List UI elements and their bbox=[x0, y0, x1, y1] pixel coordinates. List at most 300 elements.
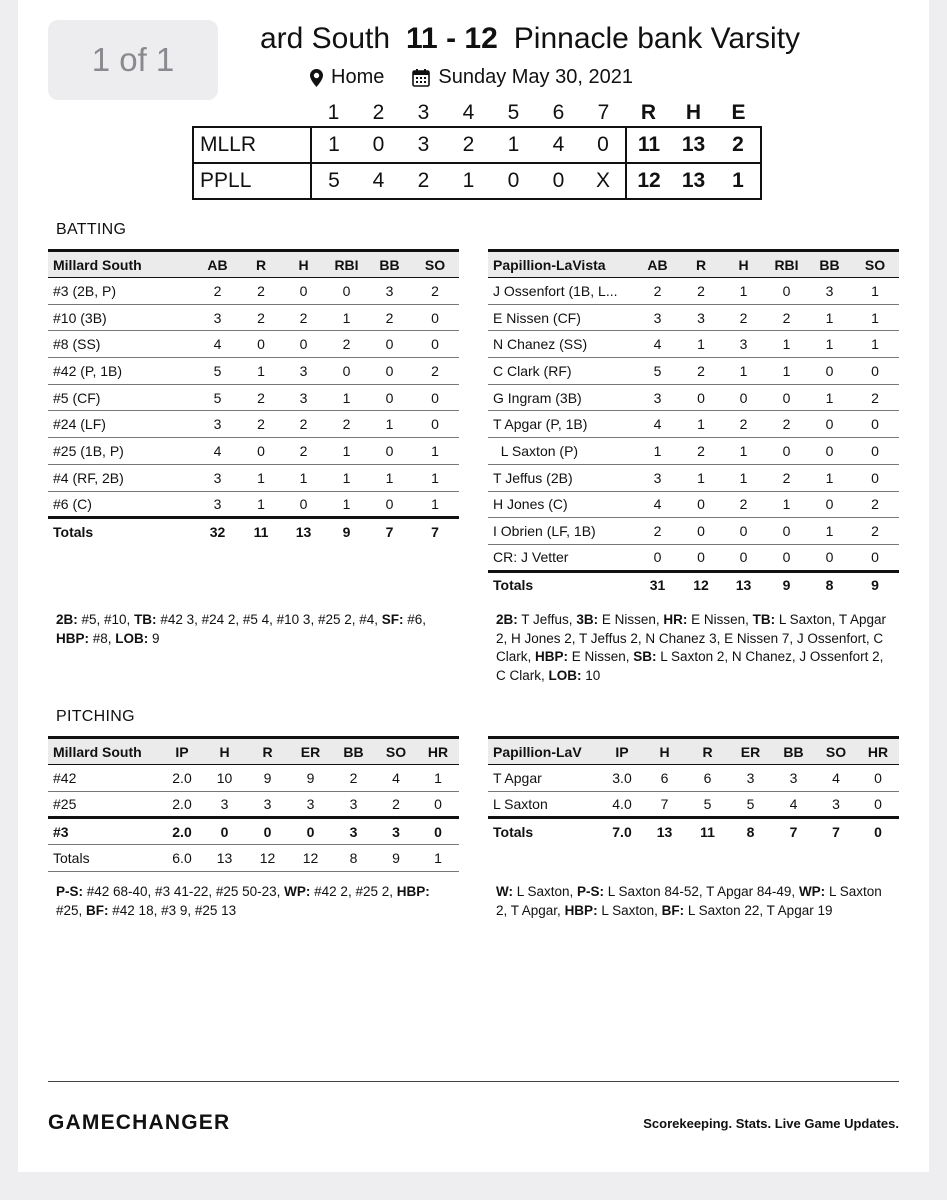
table-row bbox=[48, 331, 459, 358]
stat-value: 0 bbox=[851, 411, 899, 438]
stat-value: 3 bbox=[332, 791, 375, 818]
inning-score: 0 bbox=[581, 127, 626, 163]
stat-label: 2B: bbox=[56, 612, 78, 627]
stat-value: 9 bbox=[375, 845, 417, 872]
table-row bbox=[48, 791, 459, 818]
stat-value: 0 bbox=[851, 438, 899, 465]
game-meta bbox=[310, 66, 633, 89]
stat-value: 3 bbox=[808, 278, 851, 305]
stat-value: 2 bbox=[325, 331, 368, 358]
stat-label: WP: bbox=[284, 884, 311, 899]
column-header: H bbox=[722, 251, 765, 278]
column-header: BB bbox=[808, 251, 851, 278]
stat-value: 0 bbox=[368, 358, 411, 385]
stat-value: 13 bbox=[643, 818, 686, 845]
stat-value: 4 bbox=[195, 331, 240, 358]
inning-score: 0 bbox=[536, 163, 581, 199]
stat-label: TB: bbox=[134, 612, 157, 627]
team-name-header: Millard South bbox=[48, 251, 195, 278]
inning-score: 4 bbox=[356, 163, 401, 199]
stat-value: 3 bbox=[635, 384, 680, 411]
stat-value: 0 bbox=[765, 544, 808, 571]
stat-value: 1 bbox=[411, 438, 459, 465]
stat-value: 2 bbox=[411, 278, 459, 305]
stat-value: 1 bbox=[851, 304, 899, 331]
inning-score: X bbox=[581, 163, 626, 199]
stat-label: SB: bbox=[633, 649, 657, 664]
stat-value: 0 bbox=[289, 818, 332, 845]
stat-detail: L Saxton, bbox=[597, 902, 662, 918]
stat-value: 1 bbox=[411, 464, 459, 491]
inning-header: 3 bbox=[417, 101, 430, 124]
stat-value: 1 bbox=[808, 304, 851, 331]
stat-value: 0 bbox=[282, 278, 325, 305]
stat-value: 6 bbox=[686, 765, 729, 792]
stats-header-row bbox=[48, 251, 459, 278]
stat-value: 3 bbox=[195, 464, 240, 491]
pitching-notes-away bbox=[496, 883, 896, 920]
inning-header: 6 bbox=[552, 101, 565, 124]
stat-value: 1 bbox=[325, 438, 368, 465]
stat-value: 4 bbox=[195, 438, 240, 465]
stat-value: 7.0 bbox=[601, 818, 643, 845]
stat-value: 0 bbox=[417, 818, 459, 845]
stat-detail: #42 2, #25 2, bbox=[310, 884, 397, 899]
errors-total: 1 bbox=[716, 163, 761, 199]
player-name: #24 (LF) bbox=[48, 411, 195, 438]
stat-detail: #5, #10, bbox=[77, 612, 135, 627]
batting-notes-away bbox=[496, 611, 896, 685]
team-name-header: Papillion-LaV bbox=[488, 738, 601, 765]
stat-value: 1 bbox=[417, 765, 459, 792]
away-team-name: Pinnacle bank Varsity bbox=[513, 22, 801, 55]
player-name: T Apgar bbox=[488, 765, 601, 792]
table-row bbox=[488, 411, 899, 438]
stat-value: 0 bbox=[282, 491, 325, 518]
stat-value: 4 bbox=[375, 765, 417, 792]
table-row bbox=[488, 278, 899, 305]
table-row bbox=[48, 464, 459, 491]
column-header: RBI bbox=[765, 251, 808, 278]
stat-detail: #42 18, #3 9, #25 13 bbox=[108, 902, 237, 918]
stat-value: 3 bbox=[203, 791, 246, 818]
stat-value: 1 bbox=[680, 411, 722, 438]
stat-value: 9 bbox=[246, 765, 289, 792]
stat-value: 2 bbox=[722, 491, 765, 518]
player-name: #8 (SS) bbox=[48, 331, 195, 358]
player-name: J Ossenfort (1B, L... bbox=[488, 278, 635, 305]
player-name: Totals bbox=[48, 518, 195, 545]
stat-value: 0 bbox=[857, 818, 899, 845]
inning-score: 5 bbox=[311, 163, 356, 199]
column-header: HR bbox=[857, 738, 899, 765]
stats-header-row bbox=[488, 251, 899, 278]
stat-value: 2 bbox=[368, 304, 411, 331]
stat-value: 1 bbox=[722, 358, 765, 385]
player-name: #6 (C) bbox=[48, 491, 195, 518]
pitching-section-title: PITCHING bbox=[56, 708, 135, 725]
team-abbrev: MLLR bbox=[193, 127, 311, 163]
stat-value: 4 bbox=[635, 411, 680, 438]
inning-header: 5 bbox=[507, 101, 520, 124]
inning-score: 0 bbox=[356, 127, 401, 163]
table-row bbox=[488, 544, 899, 571]
stat-value: 2 bbox=[722, 304, 765, 331]
location-label: Home bbox=[331, 66, 385, 88]
stat-value: 3 bbox=[729, 765, 772, 792]
stat-detail: E Nissen, bbox=[568, 649, 634, 664]
stat-value: 3 bbox=[635, 304, 680, 331]
stat-value: 5 bbox=[686, 791, 729, 818]
stat-value: 3 bbox=[635, 464, 680, 491]
errors-header: E bbox=[731, 101, 746, 124]
stat-value: 2 bbox=[851, 491, 899, 518]
stat-value: 4 bbox=[635, 331, 680, 358]
stat-detail: #8, bbox=[89, 630, 116, 646]
team-name-header: Millard South bbox=[48, 738, 161, 765]
runs-total: 12 bbox=[626, 163, 671, 199]
column-header: ER bbox=[729, 738, 772, 765]
stat-value: 0 bbox=[680, 491, 722, 518]
stat-value: 7 bbox=[368, 518, 411, 545]
stat-value: 1 bbox=[325, 384, 368, 411]
stat-value: 4 bbox=[772, 791, 815, 818]
inning-score: 2 bbox=[446, 127, 491, 163]
stat-value: 1 bbox=[765, 358, 808, 385]
stat-value: 0 bbox=[325, 358, 368, 385]
stat-value: 2 bbox=[680, 278, 722, 305]
column-header: AB bbox=[635, 251, 680, 278]
column-header: R bbox=[686, 738, 729, 765]
line-score-row bbox=[193, 163, 761, 199]
stat-label: BF: bbox=[86, 902, 109, 918]
gamechanger-logo: GAMECHANGER bbox=[48, 1111, 231, 1134]
column-header: HR bbox=[417, 738, 459, 765]
stat-value: 0 bbox=[808, 411, 851, 438]
player-name: N Chanez (SS) bbox=[488, 331, 635, 358]
column-header: RBI bbox=[325, 251, 368, 278]
table-row bbox=[488, 438, 899, 465]
stat-value: 2 bbox=[680, 358, 722, 385]
stat-value: 0 bbox=[765, 438, 808, 465]
stat-detail: T Jeffus, bbox=[517, 612, 577, 627]
inning-header: 1 bbox=[327, 101, 340, 124]
player-name: E Nissen (CF) bbox=[488, 304, 635, 331]
player-name: #3 bbox=[48, 818, 161, 845]
stat-value: 0 bbox=[851, 358, 899, 385]
stat-value: 0 bbox=[765, 384, 808, 411]
footer-divider bbox=[48, 1081, 899, 1082]
stat-detail: #42 3, #24 2, #5 4, #10 3, #25 2, #4, bbox=[156, 612, 382, 627]
column-header: SO bbox=[375, 738, 417, 765]
stat-value: 2 bbox=[635, 518, 680, 545]
table-row bbox=[488, 358, 899, 385]
hits-total: 13 bbox=[671, 127, 716, 163]
stat-value: 0 bbox=[680, 384, 722, 411]
stat-detail: 10 bbox=[581, 667, 601, 683]
stat-value: 9 bbox=[325, 518, 368, 545]
column-header: SO bbox=[411, 251, 459, 278]
stat-value: 3 bbox=[195, 491, 240, 518]
stat-value: 0 bbox=[240, 438, 282, 465]
stat-label: P-S: bbox=[577, 884, 605, 899]
stat-detail: L Saxton 84-52, T Apgar 84-49, bbox=[604, 884, 799, 899]
stat-value: 3 bbox=[722, 331, 765, 358]
totals-row bbox=[48, 845, 459, 872]
stat-value: 1 bbox=[808, 464, 851, 491]
stat-value: 2 bbox=[282, 411, 325, 438]
stat-value: 0 bbox=[282, 331, 325, 358]
stat-value: 2 bbox=[282, 438, 325, 465]
column-header: SO bbox=[851, 251, 899, 278]
pitching-notes-home bbox=[56, 883, 456, 920]
inning-score: 4 bbox=[536, 127, 581, 163]
stat-value: 3 bbox=[289, 791, 332, 818]
stat-value: 2 bbox=[765, 304, 808, 331]
game-title bbox=[150, 22, 910, 56]
table-row bbox=[48, 818, 459, 845]
stat-value: 0 bbox=[680, 544, 722, 571]
stat-label: LOB: bbox=[115, 630, 149, 646]
stat-value: 1 bbox=[368, 464, 411, 491]
stat-value: 11 bbox=[240, 518, 282, 545]
stat-value: 0 bbox=[808, 358, 851, 385]
stat-value: 0 bbox=[722, 518, 765, 545]
page-indicator: 1 of 1 bbox=[48, 20, 218, 100]
stat-detail: L Saxton, bbox=[513, 884, 578, 899]
stat-value: 1 bbox=[851, 331, 899, 358]
stat-detail: #42 68-40, #3 41-22, #25 50-23, bbox=[83, 884, 285, 899]
stat-value: 2 bbox=[411, 358, 459, 385]
stat-detail: E Nissen, bbox=[598, 612, 664, 627]
player-name: Totals bbox=[488, 818, 601, 845]
stat-label: WP: bbox=[798, 884, 826, 899]
stat-value: 1 bbox=[722, 464, 765, 491]
column-header: H bbox=[282, 251, 325, 278]
player-name: H Jones (C) bbox=[488, 491, 635, 518]
stat-value: 1 bbox=[635, 438, 680, 465]
game-date: Sunday May 30, 2021 bbox=[438, 66, 633, 88]
stat-value: 3 bbox=[195, 411, 240, 438]
stat-value: 0 bbox=[368, 438, 411, 465]
table-row bbox=[48, 304, 459, 331]
stat-value: 2 bbox=[195, 278, 240, 305]
inning-header: 4 bbox=[462, 101, 475, 124]
stat-label: 3B: bbox=[576, 612, 599, 627]
stat-value: 0 bbox=[368, 491, 411, 518]
batting-notes-home bbox=[56, 611, 451, 648]
inning-score: 0 bbox=[491, 163, 536, 199]
stat-value: 9 bbox=[765, 571, 808, 598]
stat-value: 12 bbox=[246, 845, 289, 872]
stat-value: 3 bbox=[368, 278, 411, 305]
stat-value: 9 bbox=[851, 571, 899, 598]
player-name: #25 (1B, P) bbox=[48, 438, 195, 465]
table-row bbox=[488, 791, 899, 818]
inning-score: 1 bbox=[446, 163, 491, 199]
stat-value: 0 bbox=[857, 765, 899, 792]
stat-value: 13 bbox=[203, 845, 246, 872]
player-name: #4 (RF, 2B) bbox=[48, 464, 195, 491]
stat-value: 32 bbox=[195, 518, 240, 545]
stat-value: 1 bbox=[765, 491, 808, 518]
stat-value: 1 bbox=[722, 438, 765, 465]
pitching-table-home bbox=[48, 736, 459, 872]
batting-section-title: BATTING bbox=[56, 221, 127, 238]
stat-value: 0 bbox=[808, 491, 851, 518]
stat-value: 6.0 bbox=[161, 845, 203, 872]
stat-value: 1 bbox=[808, 331, 851, 358]
stat-label: P-S: bbox=[56, 884, 83, 899]
column-header: R bbox=[240, 251, 282, 278]
errors-total: 2 bbox=[716, 127, 761, 163]
stat-value: 5 bbox=[729, 791, 772, 818]
stat-label: BF: bbox=[661, 902, 685, 918]
stat-value: 1 bbox=[765, 331, 808, 358]
table-row bbox=[488, 464, 899, 491]
player-name: #5 (CF) bbox=[48, 384, 195, 411]
stat-value: 8 bbox=[729, 818, 772, 845]
stat-detail: L Saxton 2, T Apgar, bbox=[496, 884, 882, 918]
player-name: CR: J Vetter bbox=[488, 544, 635, 571]
batting-table-away bbox=[488, 249, 899, 598]
column-header: SO bbox=[815, 738, 857, 765]
runs-total: 11 bbox=[626, 127, 671, 163]
stat-value: 0 bbox=[325, 278, 368, 305]
stat-value: 0 bbox=[246, 818, 289, 845]
stat-value: 1 bbox=[417, 845, 459, 872]
stat-value: 0 bbox=[765, 278, 808, 305]
stat-value: 8 bbox=[332, 845, 375, 872]
stat-value: 2 bbox=[240, 384, 282, 411]
stat-value: 3 bbox=[332, 818, 375, 845]
stat-label: HBP: bbox=[56, 630, 89, 646]
stat-value: 2 bbox=[635, 278, 680, 305]
stat-value: 2 bbox=[765, 411, 808, 438]
stat-value: 1 bbox=[325, 491, 368, 518]
player-name: C Clark (RF) bbox=[488, 358, 635, 385]
stat-value: 0 bbox=[240, 331, 282, 358]
table-row bbox=[48, 358, 459, 385]
stat-value: 1 bbox=[680, 464, 722, 491]
hits-header: H bbox=[685, 101, 702, 124]
column-header: H bbox=[203, 738, 246, 765]
stat-value: 0 bbox=[411, 331, 459, 358]
stat-value: 0 bbox=[722, 384, 765, 411]
column-header: BB bbox=[772, 738, 815, 765]
stat-value: 0 bbox=[417, 791, 459, 818]
stat-value: 0 bbox=[203, 818, 246, 845]
hits-total: 13 bbox=[671, 163, 716, 199]
player-name: G Ingram (3B) bbox=[488, 384, 635, 411]
stat-value: 3 bbox=[282, 358, 325, 385]
stat-value: 2 bbox=[851, 384, 899, 411]
stat-value: 7 bbox=[411, 518, 459, 545]
stat-label: HBP: bbox=[564, 902, 598, 918]
table-row bbox=[48, 278, 459, 305]
stat-value: 1 bbox=[240, 464, 282, 491]
player-name: #3 (2B, P) bbox=[48, 278, 195, 305]
stat-value: 0 bbox=[368, 384, 411, 411]
player-name: I Obrien (LF, 1B) bbox=[488, 518, 635, 545]
stat-value: 4.0 bbox=[601, 791, 643, 818]
stat-label: TB: bbox=[752, 612, 776, 627]
runs-header: R bbox=[640, 101, 657, 124]
stat-value: 0 bbox=[808, 544, 851, 571]
stat-value: 0 bbox=[851, 464, 899, 491]
stat-detail: L Saxton, T Apgar 2, H Jones 2, T Jeffus 2, N Chanez 3, E Nissen 7, J Ossenfort, C Clark, bbox=[496, 612, 886, 664]
stat-value: 8 bbox=[808, 571, 851, 598]
stat-value: 2 bbox=[240, 411, 282, 438]
line-score-row bbox=[193, 127, 761, 163]
stat-value: 7 bbox=[643, 791, 686, 818]
stat-value: 7 bbox=[772, 818, 815, 845]
table-row bbox=[488, 304, 899, 331]
stat-detail: E Nissen, bbox=[687, 612, 753, 627]
stat-value: 4 bbox=[635, 491, 680, 518]
location-pin-icon bbox=[310, 69, 323, 87]
stat-value: 0 bbox=[411, 384, 459, 411]
stat-value: 0 bbox=[722, 544, 765, 571]
table-row bbox=[48, 438, 459, 465]
stat-value: 10 bbox=[203, 765, 246, 792]
stat-value: 12 bbox=[289, 845, 332, 872]
stat-value: 2 bbox=[722, 411, 765, 438]
player-name: Totals bbox=[488, 571, 635, 598]
player-name: Totals bbox=[48, 845, 161, 872]
table-row bbox=[48, 411, 459, 438]
stat-detail: 9 bbox=[148, 630, 160, 646]
player-name: T Jeffus (2B) bbox=[488, 464, 635, 491]
stat-value: 1 bbox=[240, 491, 282, 518]
player-name: T Apgar (P, 1B) bbox=[488, 411, 635, 438]
stat-value: 31 bbox=[635, 571, 680, 598]
totals-row bbox=[488, 571, 899, 598]
stat-value: 0 bbox=[368, 331, 411, 358]
table-row bbox=[488, 518, 899, 545]
stat-value: 2 bbox=[375, 791, 417, 818]
stat-value: 2 bbox=[332, 765, 375, 792]
stat-value: 5 bbox=[635, 358, 680, 385]
stat-value: 2 bbox=[680, 438, 722, 465]
column-header: IP bbox=[161, 738, 203, 765]
stat-value: 2 bbox=[282, 304, 325, 331]
stat-value: 0 bbox=[851, 544, 899, 571]
stats-header-row bbox=[488, 738, 899, 765]
player-name: L Saxton bbox=[488, 791, 601, 818]
batting-table-home bbox=[48, 249, 459, 544]
stat-value: 3 bbox=[772, 765, 815, 792]
stat-value: 2.0 bbox=[161, 765, 203, 792]
stat-value: 3.0 bbox=[601, 765, 643, 792]
inning-score: 3 bbox=[401, 127, 446, 163]
stat-value: 6 bbox=[643, 765, 686, 792]
player-name: #42 (P, 1B) bbox=[48, 358, 195, 385]
stat-value: 9 bbox=[289, 765, 332, 792]
stat-value: 3 bbox=[195, 304, 240, 331]
team-abbrev: PPLL bbox=[193, 163, 311, 199]
stat-value: 1 bbox=[411, 491, 459, 518]
stat-detail: L Saxton 2, N Chanez, J Ossenfort 2, C Clark, bbox=[496, 649, 884, 683]
inning-score: 1 bbox=[491, 127, 536, 163]
calendar-icon bbox=[412, 69, 430, 87]
stat-value: 2 bbox=[240, 278, 282, 305]
stats-header-row bbox=[48, 738, 459, 765]
totals-row bbox=[48, 518, 459, 545]
table-row bbox=[488, 491, 899, 518]
stat-value: 2 bbox=[851, 518, 899, 545]
stat-label: HR: bbox=[663, 612, 688, 627]
